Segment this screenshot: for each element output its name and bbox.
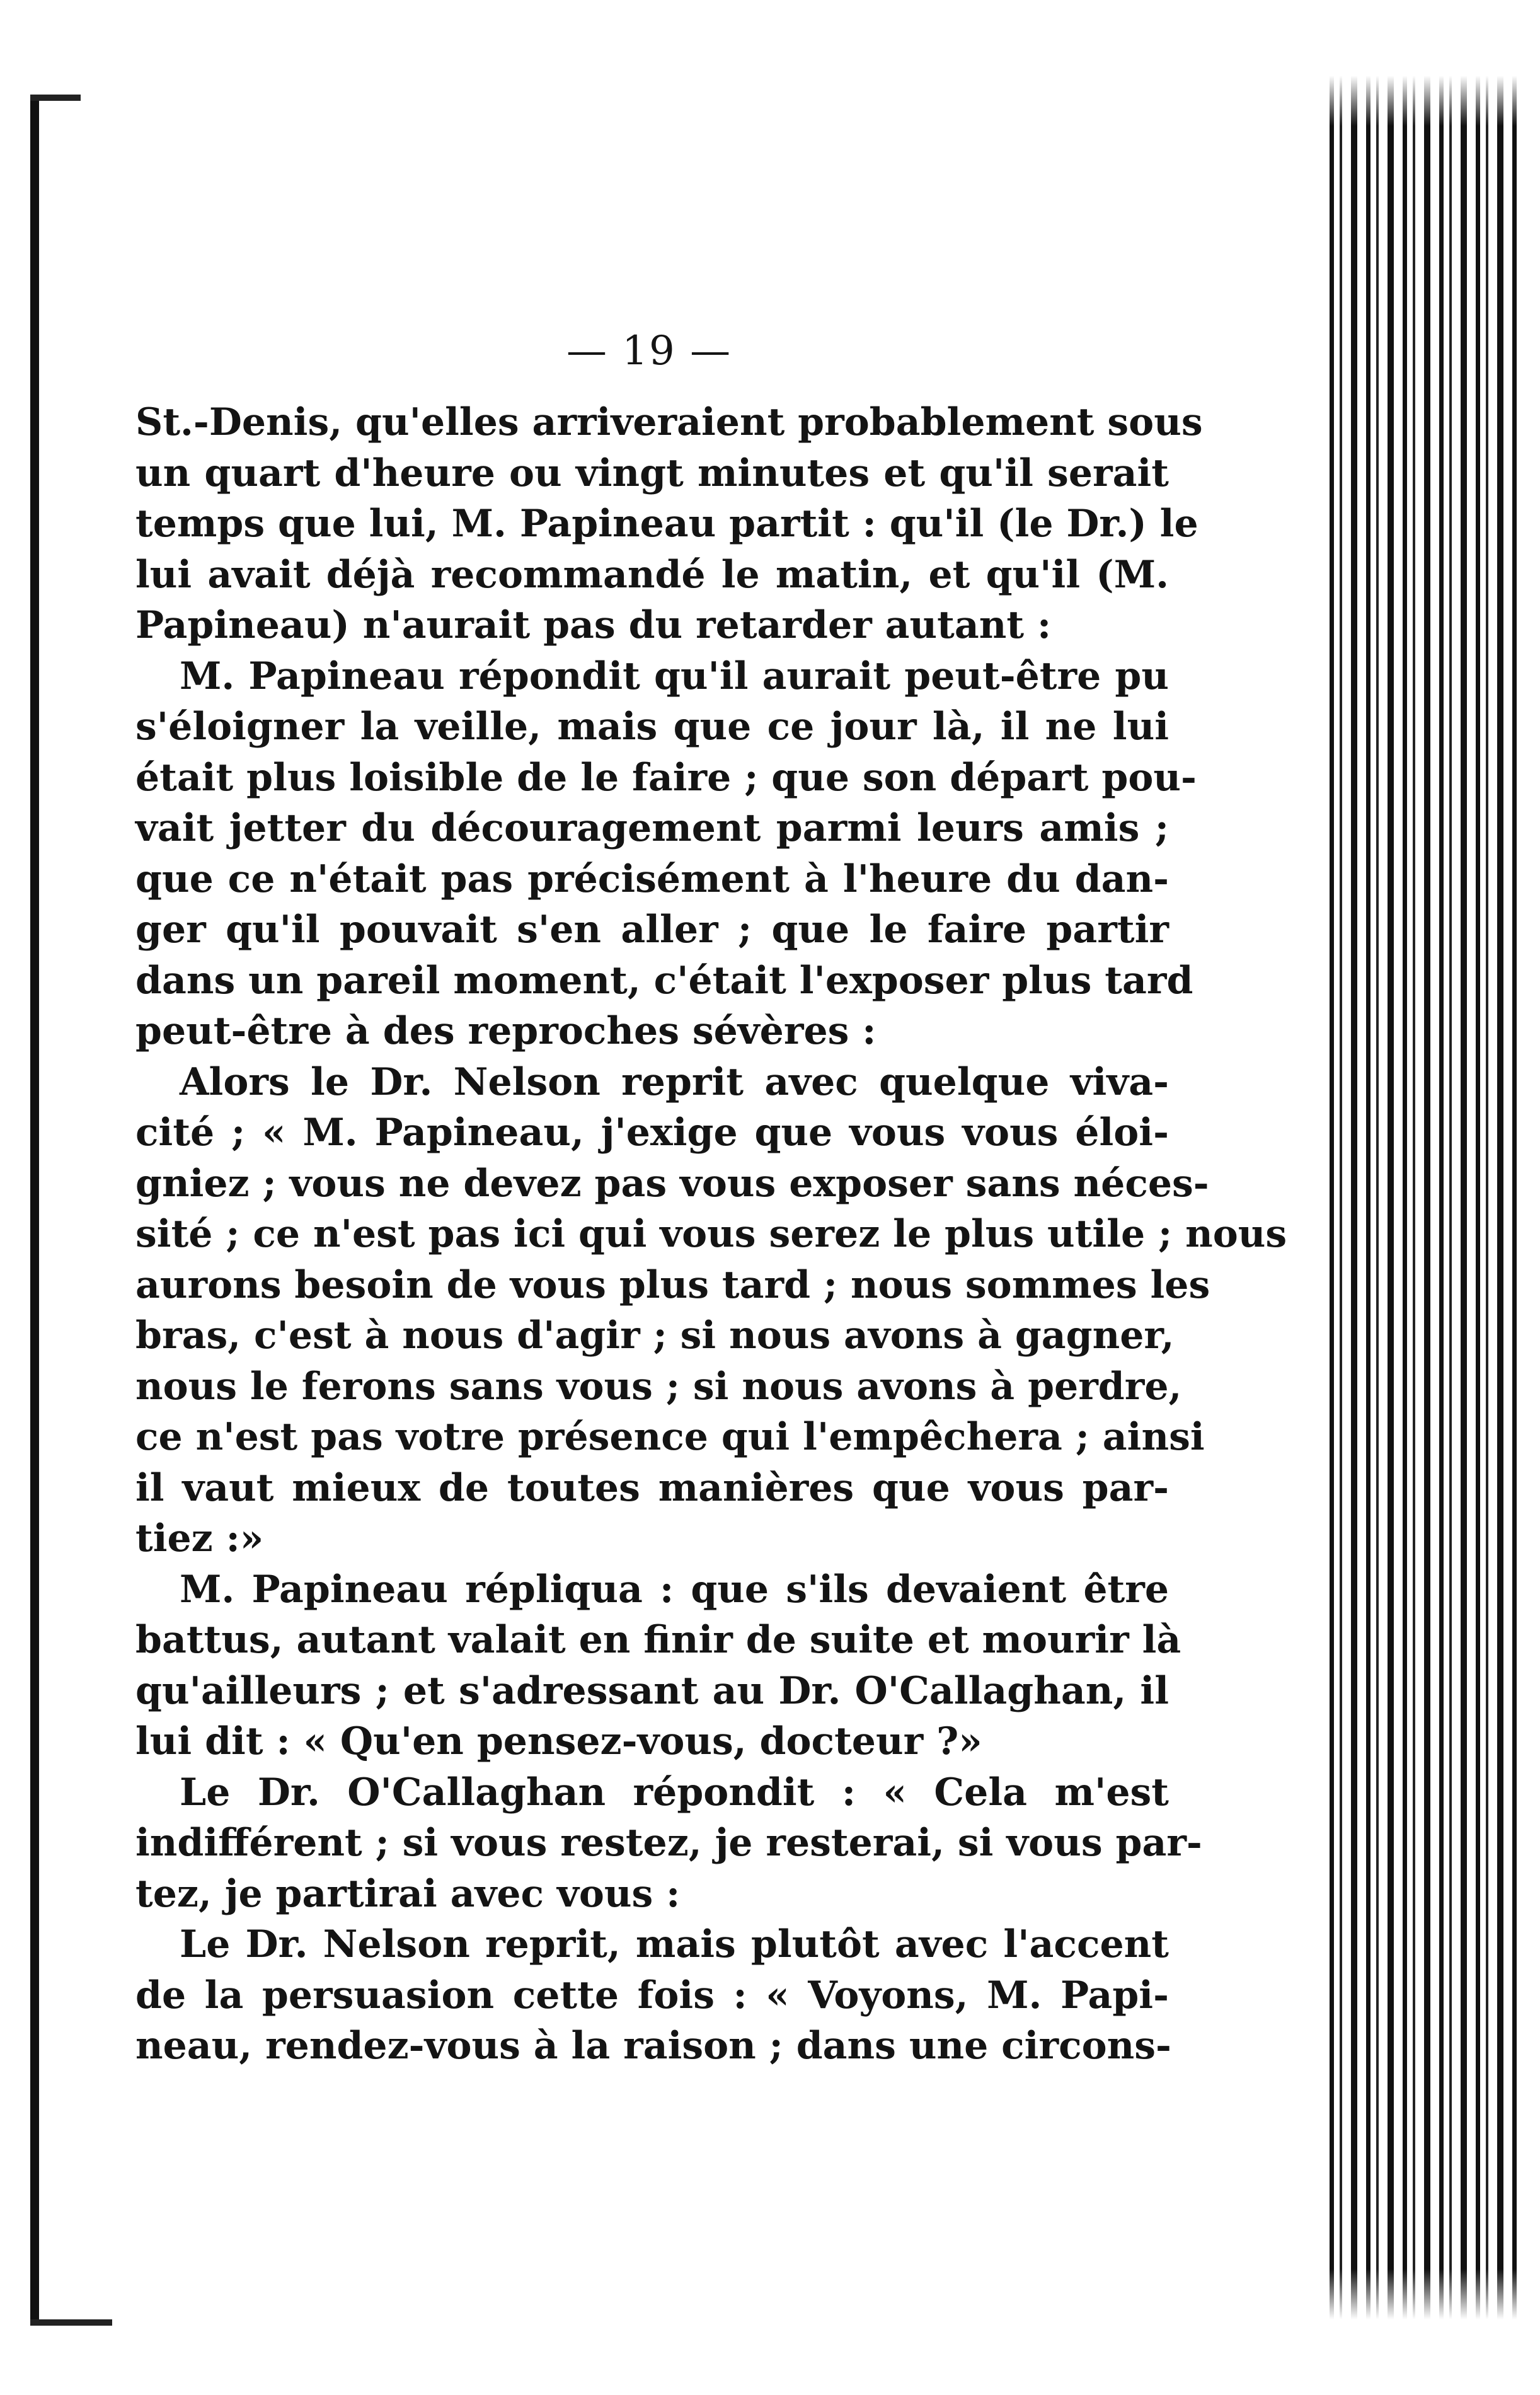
- text-line: St.-Denis, qu'elles arriveraient probablement sous: [135, 400, 1203, 444]
- text-line: il vaut mieux de toutes manières que vous par-: [135, 1465, 1169, 1510]
- body-text: [135, 328, 1287, 2072]
- paragraph: [135, 1919, 1169, 2072]
- spine-fade-top: [1330, 76, 1519, 126]
- paragraph: [135, 1767, 1202, 1920]
- text-line: s'éloigner la veille, mais que ce jour là, il ne lui: [135, 705, 1169, 749]
- paragraph: [135, 397, 1203, 651]
- text-line: dans un pareil moment, c'était l'exposer plus tard: [135, 958, 1193, 1003]
- text-line: peut-être à des reproches sévères :: [135, 1009, 876, 1053]
- page-left-border: [30, 95, 39, 2326]
- text-line: Papineau) n'aurait pas du retarder autant :: [135, 603, 1052, 647]
- text-line: Le Dr. Nelson reprit, mais plutôt avec l'accent: [180, 1922, 1169, 1966]
- text-line: tiez :»: [135, 1516, 264, 1561]
- spine-fade-bottom: [1330, 2269, 1519, 2319]
- page-number: — 19 —: [566, 328, 732, 374]
- text-line: indifférent ; si vous restez, je resterai, si vous par-: [135, 1821, 1202, 1865]
- text-line: ce n'est pas votre présence qui l'empêchera ; ainsi: [135, 1415, 1205, 1459]
- text-line: cité ; « M. Papineau, j'exige que vous vous éloi-: [135, 1111, 1169, 1155]
- text-line: neau, rendez-vous à la raison ; dans une circons-: [135, 2024, 1171, 2068]
- text-line: bras, c'est à nous d'agir ; si nous avons à gagner,: [135, 1313, 1175, 1358]
- text-line: que ce n'était pas précisément à l'heure du dan-: [135, 857, 1169, 901]
- book-spine-edge: [1330, 76, 1519, 2319]
- text-line: un quart d'heure ou vingt minutes et qu'il serait: [135, 451, 1169, 495]
- text-line: nous le ferons sans vous ; si nous avons à perdre,: [135, 1364, 1182, 1409]
- text-line: aurons besoin de vous plus tard ; nous sommes les: [135, 1262, 1210, 1307]
- paragraph: [135, 1057, 1287, 1564]
- text-line: lui dit : « Qu'en pensez-vous, docteur ?»: [135, 1719, 982, 1763]
- page-top-border-tick: [30, 95, 81, 101]
- text-line: lui avait déjà recommandé le matin, et qu'il (M.: [135, 552, 1169, 597]
- text-line: temps que lui, M. Papineau partit : qu'il (le Dr.) le: [135, 502, 1198, 546]
- text-line: gniez ; vous ne devez pas vous exposer sans néces-: [135, 1161, 1209, 1206]
- text-line: tez, je partirai avec vous :: [135, 1871, 681, 1916]
- text-line: ger qu'il pouvait s'en aller ; que le faire partir: [135, 908, 1169, 952]
- text-line: sité ; ce n'est pas ici qui vous serez le plus utile ; nous: [135, 1212, 1287, 1256]
- text-line: Alors le Dr. Nelson reprit avec quelque viva-: [180, 1059, 1169, 1104]
- paragraph: [135, 651, 1197, 1057]
- text-line: M. Papineau répondit qu'il aurait peut-être pu: [180, 654, 1169, 698]
- paragraph: [135, 1564, 1181, 1767]
- page-bottom-border-tick: [30, 2319, 112, 2326]
- text-line: M. Papineau répliqua : que s'ils devaient être: [180, 1567, 1169, 1612]
- text-line: qu'ailleurs ; et s'adressant au Dr. O'Callaghan, il: [135, 1668, 1169, 1713]
- text-line: de la persuasion cette fois : « Voyons, M. Papi-: [135, 1973, 1169, 2017]
- text-line: Le Dr. O'Callaghan répondit : « Cela m'est: [180, 1770, 1169, 1815]
- text-line: battus, autant valait en finir de suite et mourir là: [135, 1618, 1181, 1662]
- text-line: était plus loisible de le faire ; que son départ pou-: [135, 755, 1197, 800]
- text-line: vait jetter du découragement parmi leurs amis ;: [135, 806, 1169, 850]
